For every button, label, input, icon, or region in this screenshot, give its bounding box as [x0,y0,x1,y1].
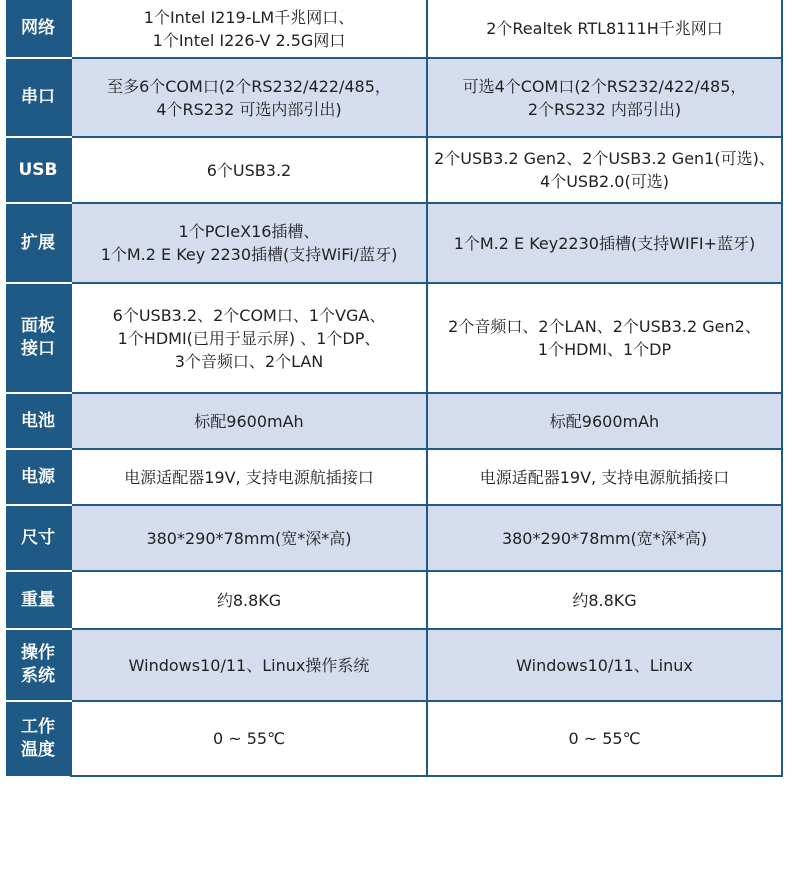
spec-value-left: 标配9600mAh [71,393,427,449]
spec-value-right: 可选4个COM口(2个RS232/422/485， 2个RS232 内部引出) [427,58,782,137]
spec-value-left: 6个USB3.2 [71,137,427,203]
spec-value-right: 约8.8KG [427,571,782,629]
row-label: 扩展 [6,203,71,283]
spec-row-usb [6,137,782,203]
spec-value-right: 0 ~ 55℃ [427,701,782,776]
spec-value-left: 至多6个COM口(2个RS232/422/485， 4个RS232 可选内部引出) [71,58,427,137]
spec-value-left: 1个PCIeX16插槽、 1个M.2 E Key 2230插槽(支持WiFi/蓝牙) [71,203,427,283]
row-label: 工作 温度 [6,701,71,776]
row-label: USB [6,137,71,203]
spec-row-battery [6,393,782,449]
row-label: 网络 [6,0,71,58]
spec-value-right: 2个音频口、2个LAN、2个USB3.2 Gen2、 1个HDMI、1个DP [427,283,782,393]
row-label: 尺寸 [6,505,71,571]
spec-value-left: 电源适配器19V, 支持电源航插接口 [71,449,427,505]
spec-row-weight [6,571,782,629]
spec-value-right: 2个USB3.2 Gen2、2个USB3.2 Gen1(可选)、 4个USB2.0(可选) [427,137,782,203]
row-label: 重量 [6,571,71,629]
row-label: 电池 [6,393,71,449]
spec-value-right: 380*290*78mm(宽*深*高) [427,505,782,571]
spec-value-right: 标配9600mAh [427,393,782,449]
spec-row-operating-temp [6,701,782,776]
spec-value-right: 电源适配器19V, 支持电源航插接口 [427,449,782,505]
spec-value-left: 6个USB3.2、2个COM口、1个VGA、 1个HDMI(已用于显示屏) 、1个DP、 3个音频口、2个LAN [71,283,427,393]
spec-row-serial [6,58,782,137]
spec-table [6,0,783,777]
row-label: 电源 [6,449,71,505]
spec-row-network [6,0,782,58]
spec-value-left: 0 ~ 55℃ [71,701,427,776]
spec-value-left: 1个Intel I219-LM千兆网口、 1个Intel I226-V 2.5G网口 [71,0,427,58]
spec-row-expansion [6,203,782,283]
spec-value-right: 1个M.2 E Key2230插槽(支持WIFI+蓝牙) [427,203,782,283]
row-label: 串口 [6,58,71,137]
spec-row-power [6,449,782,505]
row-label: 面板 接口 [6,283,71,393]
spec-row-os [6,629,782,701]
spec-value-right: 2个Realtek RTL8111H千兆网口 [427,0,782,58]
spec-value-right: Windows10/11、Linux [427,629,782,701]
row-label: 操作 系统 [6,629,71,701]
spec-row-panel-ports [6,283,782,393]
spec-value-left: Windows10/11、Linux操作系统 [71,629,427,701]
spec-value-left: 380*290*78mm(宽*深*高) [71,505,427,571]
spec-value-left: 约8.8KG [71,571,427,629]
spec-row-dimensions [6,505,782,571]
